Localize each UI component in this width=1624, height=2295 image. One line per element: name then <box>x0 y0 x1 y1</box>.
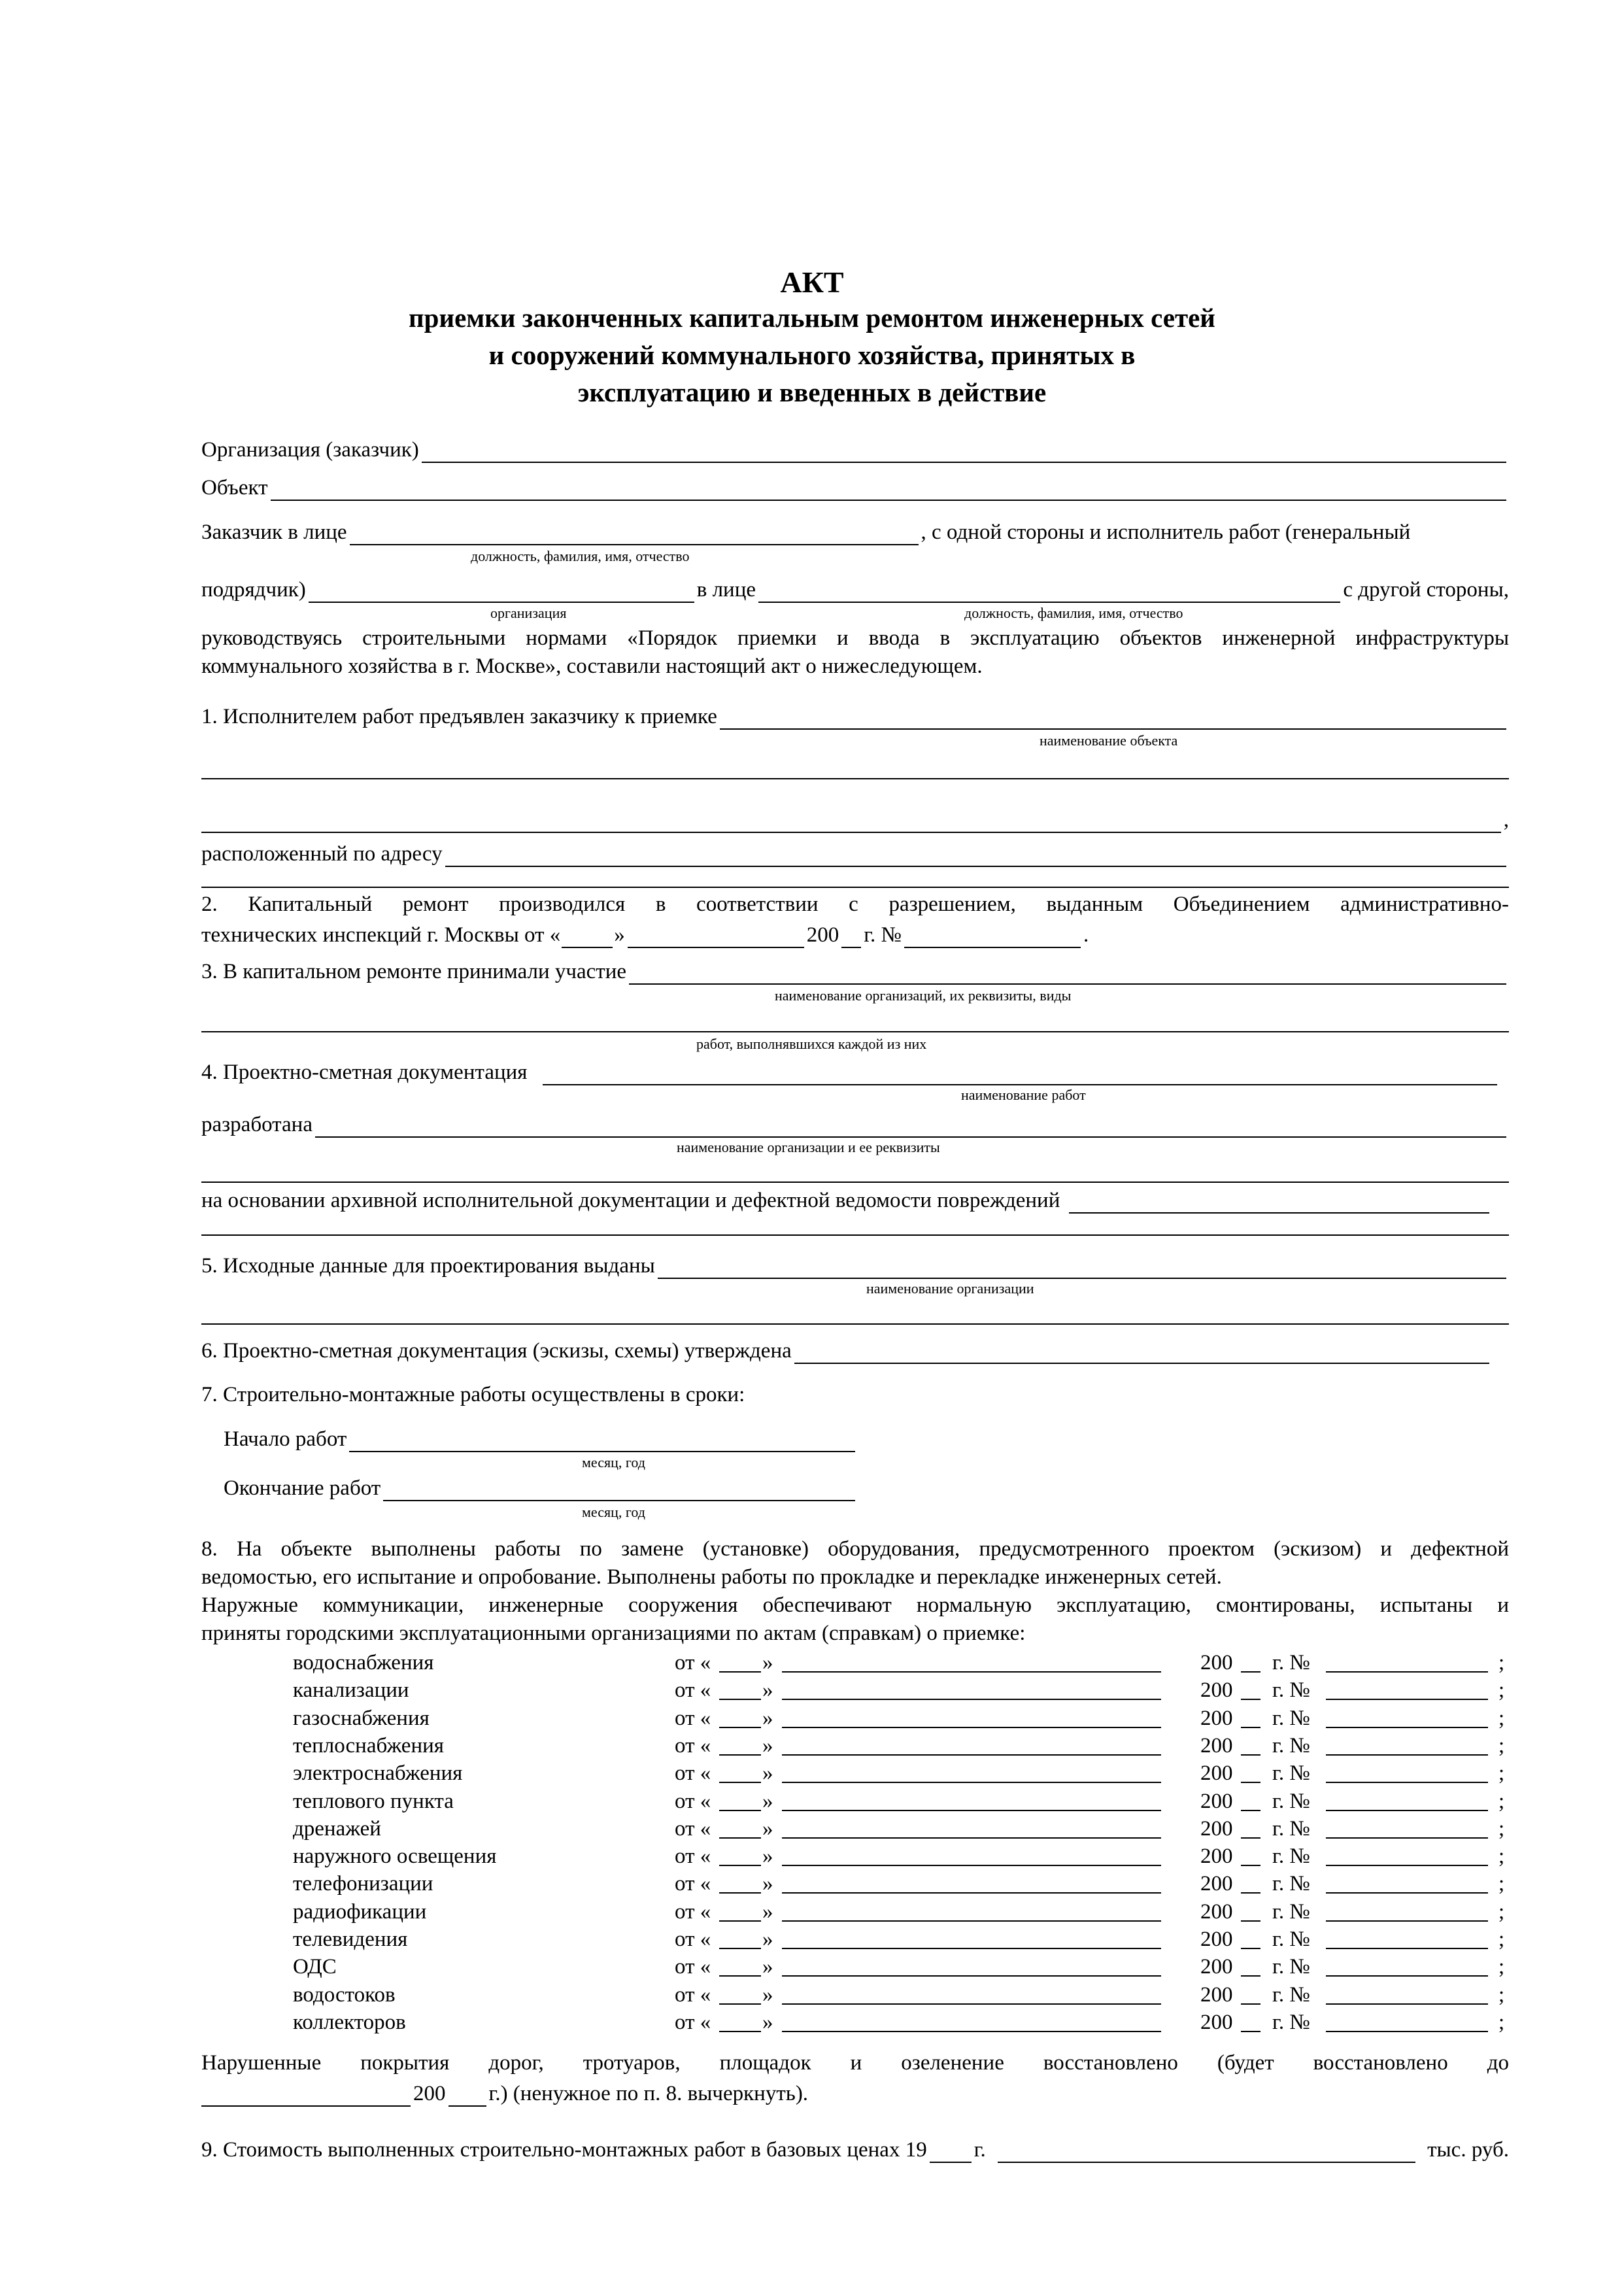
service-name: ОДС <box>293 1955 337 1979</box>
service-row <box>293 1705 1509 1733</box>
service-number-field[interactable] <box>1326 1975 1488 1977</box>
service-name: наружного освещения <box>293 1844 497 1869</box>
contractor-tail: с другой стороны, <box>1343 578 1509 602</box>
service-number-field[interactable] <box>1326 1837 1488 1839</box>
item-3-label: 3. В капитальном ремонте принимали участие <box>201 960 627 983</box>
service-end: ; <box>1498 1678 1505 1703</box>
item-2-permit-row: технических инспекций г. Москвы от « » 200 г. № . <box>201 923 1089 947</box>
service-quote: » <box>762 1928 773 1951</box>
item-5-row <box>201 1249 1509 1279</box>
service-quote: » <box>762 1789 773 1813</box>
item-1-label: 1. Исполнителем работ предъявлен заказчику к приемке <box>201 705 717 728</box>
service-month-field[interactable] <box>782 1948 1161 1949</box>
service-day-field[interactable] <box>719 1699 761 1700</box>
service-day-field[interactable] <box>719 1671 761 1673</box>
service-row <box>293 1898 1509 1926</box>
service-number-label: г. № <box>1272 1706 1310 1730</box>
item-5-field[interactable] <box>658 1258 1506 1279</box>
service-row <box>293 1676 1509 1705</box>
contractor-caption-org: организация <box>490 605 567 621</box>
service-number-field[interactable] <box>1326 2003 1488 2005</box>
item-5-blank-line[interactable] <box>201 1323 1509 1325</box>
service-year: 200 <box>1200 1982 1233 2007</box>
item-1-comma: , <box>1503 808 1509 832</box>
item-7-end-label: Окончание работ <box>224 1476 381 1500</box>
service-name: водоснабжения <box>293 1651 434 1674</box>
contractor-mid: в лице <box>696 578 756 602</box>
service-day-field[interactable] <box>719 1865 761 1866</box>
service-name: теплоснабжения <box>293 1733 444 1758</box>
service-month-field[interactable] <box>782 1892 1161 1894</box>
item-7-label: 7. Строительно-монтажные работы осуществлены в сроки: <box>201 1383 745 1406</box>
service-end: ; <box>1498 1982 1505 2007</box>
document-subtitle-line-2: и сооружений коммунального хозяйства, принятых в <box>488 340 1136 370</box>
service-year-field[interactable] <box>1241 1671 1260 1673</box>
service-quote: » <box>762 1872 773 1896</box>
service-number-label: г. № <box>1272 1789 1310 1813</box>
item-7-end-field[interactable] <box>383 1480 855 1501</box>
item-1-row <box>201 700 1509 730</box>
item-1-extra-row <box>201 803 1509 833</box>
service-row <box>293 1926 1509 1954</box>
service-year-field[interactable] <box>1241 2031 1260 2032</box>
item-7-start-caption: месяц, год <box>582 1454 645 1470</box>
service-name: телефонизации <box>293 1872 433 1896</box>
service-from: от « <box>675 1706 711 1730</box>
item-9-cost-field[interactable] <box>998 2142 1415 2163</box>
item-1-blank-line[interactable] <box>201 778 1509 779</box>
service-name: электроснабжения <box>293 1761 463 1786</box>
service-day-field[interactable] <box>719 1975 761 1977</box>
contractor-caption-person: должность, фамилия, имя, отчество <box>964 605 1183 621</box>
item-2-day-field[interactable] <box>562 927 613 948</box>
contractor-row <box>201 573 1509 603</box>
service-day-field[interactable] <box>719 1782 761 1783</box>
service-row <box>293 2009 1509 2037</box>
service-from: от « <box>675 1955 711 1979</box>
service-day-field[interactable] <box>719 2031 761 2032</box>
contractor-label: подрядчик) <box>201 578 306 602</box>
service-day-field[interactable] <box>719 1754 761 1756</box>
service-from: от « <box>675 1872 711 1896</box>
service-from: от « <box>675 2010 711 2034</box>
object-label: Объект <box>201 476 268 500</box>
service-year: 200 <box>1200 1955 1233 1979</box>
service-year: 200 <box>1200 2010 1233 2034</box>
service-quote: » <box>762 1982 773 2007</box>
item-4-field[interactable] <box>543 1064 1497 1085</box>
service-year-field[interactable] <box>1241 1754 1260 1756</box>
item-9-year-field[interactable] <box>930 2142 972 2163</box>
service-name: канализации <box>293 1678 409 1703</box>
service-from: от « <box>675 1761 711 1786</box>
service-row <box>293 1953 1509 1981</box>
service-quote: » <box>762 1678 773 1703</box>
item-7-end-row <box>224 1471 858 1501</box>
item-1-extra-field[interactable] <box>201 812 1501 833</box>
service-end: ; <box>1498 1733 1505 1758</box>
service-name: дренажей <box>293 1816 381 1841</box>
service-number-field[interactable] <box>1326 1810 1488 1811</box>
service-number-label: г. № <box>1272 1816 1310 1841</box>
service-end: ; <box>1498 1761 1505 1786</box>
service-day-field[interactable] <box>719 1727 761 1728</box>
service-year-field[interactable] <box>1241 2003 1260 2005</box>
item-8-paragraph: 8. На объекте выполнены работы по замене (установке) оборудования, предусмотренного проектом (эскизом) и дефектной ведомостью, его испытание и опробование. Выполнены работы по прокладке и перекладке инженерных сетей. Наружные коммуникации, инженерные сооружения обеспечивают нормальную эксплуатацию, смонтированы, испытаны и приняты городскими эксплуатационными организациями по актам (справкам) о приемке: <box>201 1537 1509 1645</box>
service-end: ; <box>1498 1955 1505 1979</box>
service-year-field[interactable] <box>1241 1837 1260 1839</box>
service-day-field[interactable] <box>719 1837 761 1839</box>
item-7-start-row <box>224 1422 858 1452</box>
customer-person-field[interactable] <box>350 524 919 545</box>
service-quote: » <box>762 2010 773 2034</box>
item-4-dev-label: разработана <box>201 1113 313 1136</box>
contractor-org-field[interactable] <box>309 582 694 603</box>
service-year-field[interactable] <box>1241 1865 1260 1866</box>
service-name: радиофикации <box>293 1899 427 1924</box>
service-month-field[interactable] <box>782 1699 1161 1700</box>
service-year-field[interactable] <box>1241 1727 1260 1728</box>
item-1-object-field[interactable] <box>720 709 1506 730</box>
item-6-label: 6. Проектно-сметная документация (эскизы, схемы) утверждена <box>201 1339 792 1363</box>
item-3-row <box>201 955 1509 985</box>
item-2-month-field[interactable] <box>628 927 804 948</box>
service-month-field[interactable] <box>782 1837 1161 1839</box>
service-month-field[interactable] <box>782 1920 1161 1922</box>
restore-year-field[interactable] <box>448 2086 486 2107</box>
service-quote: » <box>762 1816 773 1841</box>
document-title: АКТ <box>780 265 844 299</box>
service-day-field[interactable] <box>719 1810 761 1811</box>
service-from: от « <box>675 1899 711 1924</box>
service-row <box>293 1732 1509 1760</box>
item-5-caption: наименование организации <box>866 1280 1034 1297</box>
service-row <box>293 1843 1509 1871</box>
service-day-field[interactable] <box>719 1948 761 1949</box>
item-7-start-field[interactable] <box>349 1431 855 1452</box>
service-from: от « <box>675 1816 711 1841</box>
organization-label: Организация (заказчик) <box>201 438 419 462</box>
service-number-field[interactable] <box>1326 1892 1488 1894</box>
restore-row: 200 г.) (ненужное по п. 8. вычеркнуть). <box>201 2077 1509 2107</box>
service-end: ; <box>1498 2010 1505 2034</box>
item-9-row: 9. Стоимость выполненных строительно-монтажных работ в базовых ценах 19 г. тыс. руб. <box>201 2138 1509 2162</box>
service-day-field[interactable] <box>719 1892 761 1894</box>
service-from: от « <box>675 1789 711 1813</box>
document-subtitle-line-1: приемки законченных капитальным ремонтом инженерных сетей <box>409 303 1215 333</box>
service-quote: » <box>762 1733 773 1758</box>
service-month-field[interactable] <box>782 1975 1161 1977</box>
service-month-field[interactable] <box>782 2003 1161 2005</box>
service-year-field[interactable] <box>1241 1699 1260 1700</box>
service-month-field[interactable] <box>782 1754 1161 1756</box>
service-number-field[interactable] <box>1326 2031 1488 2032</box>
service-year-field[interactable] <box>1241 1892 1260 1894</box>
service-end: ; <box>1498 1816 1505 1841</box>
item-1-address-field[interactable] <box>445 846 1506 867</box>
service-number-label: г. № <box>1272 1844 1310 1869</box>
item-2-paragraph: 2. Капитальный ремонт производился в соответствии с разрешением, выданным Объединением административно- <box>201 892 1509 916</box>
service-month-field[interactable] <box>782 1782 1161 1783</box>
contractor-person-field[interactable] <box>758 582 1340 603</box>
service-number-field[interactable] <box>1326 1727 1488 1728</box>
item-4-basis-field[interactable] <box>1069 1193 1489 1214</box>
service-end: ; <box>1498 1899 1505 1924</box>
service-end: ; <box>1498 1872 1505 1896</box>
service-day-field[interactable] <box>719 2003 761 2005</box>
service-year-field[interactable] <box>1241 1948 1260 1949</box>
service-number-label: г. № <box>1272 1761 1310 1786</box>
service-name: теплового пункта <box>293 1789 454 1813</box>
service-year-field[interactable] <box>1241 1975 1260 1977</box>
service-year-field[interactable] <box>1241 1782 1260 1783</box>
service-quote: » <box>762 1706 773 1730</box>
service-from: от « <box>675 1651 711 1674</box>
item-6-field[interactable] <box>794 1343 1489 1364</box>
service-number-label: г. № <box>1272 1872 1310 1896</box>
service-row <box>293 1649 1509 1677</box>
service-number-field[interactable] <box>1326 1754 1488 1756</box>
basis-paragraph: руководствуясь строительными нормами «Порядок приемки и ввода в эксплуатацию объектов инженерной инфраструктуры коммунального хозяйства в г. Москве», составили настоящий акт о нижеследующем. <box>201 626 1509 678</box>
item-4-basis-label: на основании архивной исполнительной документации и дефектной ведомости повреждений <box>201 1189 1060 1212</box>
service-month-field[interactable] <box>782 1865 1161 1866</box>
item-5-label: 5. Исходные данные для проектирования выданы <box>201 1254 655 1278</box>
organization-row <box>201 433 1509 463</box>
document-subtitle-line-3: эксплуатацию и введенных в действие <box>577 377 1047 407</box>
service-month-field[interactable] <box>782 1810 1161 1811</box>
service-from: от « <box>675 1844 711 1869</box>
item-4-dev-field[interactable] <box>315 1117 1506 1138</box>
item-3-caption-1: наименование организаций, их реквизиты, виды <box>775 987 1072 1004</box>
service-year: 200 <box>1200 1789 1233 1813</box>
service-quote: » <box>762 1761 773 1786</box>
service-month-field[interactable] <box>782 2031 1161 2032</box>
service-year: 200 <box>1200 1844 1233 1869</box>
item-4-caption-2: наименование организации и ее реквизиты <box>677 1139 940 1155</box>
service-number-field[interactable] <box>1326 1671 1488 1673</box>
service-from: от « <box>675 1733 711 1758</box>
service-row <box>293 1981 1509 2009</box>
service-end: ; <box>1498 1789 1505 1813</box>
customer-label: Заказчик в лице <box>201 520 347 544</box>
item-1-caption: наименование объекта <box>1040 732 1178 749</box>
item-4-blank-line[interactable] <box>201 1182 1509 1183</box>
service-month-field[interactable] <box>782 1671 1161 1673</box>
service-year: 200 <box>1200 1761 1233 1786</box>
service-name: газоснабжения <box>293 1706 430 1730</box>
service-from: от « <box>675 1928 711 1951</box>
service-from: от « <box>675 1982 711 2007</box>
service-quote: » <box>762 1651 773 1674</box>
service-row <box>293 1788 1509 1816</box>
service-number-field[interactable] <box>1326 1865 1488 1866</box>
service-end: ; <box>1498 1844 1505 1869</box>
item-4-basis-blank-line[interactable] <box>201 1234 1509 1236</box>
service-quote: » <box>762 1955 773 1979</box>
service-end: ; <box>1498 1706 1505 1730</box>
item-4-caption-1: наименование работ <box>961 1087 1086 1103</box>
service-year: 200 <box>1200 1816 1233 1841</box>
item-7-row <box>201 1378 1509 1408</box>
service-year: 200 <box>1200 1651 1233 1674</box>
service-year: 200 <box>1200 1706 1233 1730</box>
service-name: водостоков <box>293 1982 396 2007</box>
service-year: 200 <box>1200 1872 1233 1896</box>
service-number-field[interactable] <box>1326 1782 1488 1783</box>
restore-paragraph: Нарушенные покрытия дорог, тротуаров, площадок и озеленение восстановлено (будет восстановлено до <box>201 2051 1509 2075</box>
service-year: 200 <box>1200 1928 1233 1951</box>
service-from: от « <box>675 1678 711 1703</box>
service-number-label: г. № <box>1272 1982 1310 2007</box>
restore-date-field[interactable] <box>201 2086 411 2107</box>
service-month-field[interactable] <box>782 1727 1161 1728</box>
service-row <box>293 1815 1509 1843</box>
service-number-label: г. № <box>1272 1899 1310 1924</box>
item-3-field[interactable] <box>629 964 1506 985</box>
service-number-label: г. № <box>1272 1678 1310 1703</box>
item-7-end-caption: месяц, год <box>582 1504 645 1520</box>
item-4-dev-row <box>201 1108 1509 1138</box>
organization-field[interactable] <box>422 442 1506 463</box>
item-4-basis-row <box>201 1183 1509 1214</box>
service-end: ; <box>1498 1651 1505 1674</box>
service-row <box>293 1870 1509 1898</box>
service-number-label: г. № <box>1272 2010 1310 2034</box>
item-2-year-field[interactable] <box>841 927 861 948</box>
service-name: телевидения <box>293 1928 408 1951</box>
item-3-blank-line[interactable] <box>201 1031 1509 1032</box>
item-1-address-row <box>201 837 1509 867</box>
service-quote: » <box>762 1899 773 1924</box>
service-year: 200 <box>1200 1733 1233 1758</box>
customer-row <box>201 515 1509 545</box>
service-year: 200 <box>1200 1899 1233 1924</box>
item-1-address-blank-line[interactable] <box>201 887 1509 888</box>
service-quote: » <box>762 1844 773 1869</box>
service-year: 200 <box>1200 1678 1233 1703</box>
item-4-row <box>201 1055 1509 1085</box>
service-year-field[interactable] <box>1241 1810 1260 1811</box>
service-number-field[interactable] <box>1326 1948 1488 1949</box>
item-9-label: 9. Стоимость выполненных строительно-монтажных работ в базовых ценах 19 <box>201 2138 927 2162</box>
item-6-row <box>201 1334 1509 1364</box>
object-field[interactable] <box>271 480 1506 501</box>
service-number-label: г. № <box>1272 1928 1310 1951</box>
customer-tail: , с одной стороны и исполнитель работ (генеральный <box>921 520 1411 544</box>
service-name: коллекторов <box>293 2010 406 2034</box>
item-7-start-label: Начало работ <box>224 1427 347 1451</box>
item-2-number-field[interactable] <box>904 927 1081 948</box>
service-number-label: г. № <box>1272 1733 1310 1758</box>
service-number-label: г. № <box>1272 1651 1310 1674</box>
service-row <box>293 1760 1509 1788</box>
item-4-label: 4. Проектно-сметная документация <box>201 1061 528 1084</box>
customer-caption: должность, фамилия, имя, отчество <box>471 548 690 564</box>
service-number-field[interactable] <box>1326 1920 1488 1922</box>
item-1-address-label: расположенный по адресу <box>201 842 443 866</box>
service-day-field[interactable] <box>719 1920 761 1922</box>
service-year-field[interactable] <box>1241 1920 1260 1922</box>
item-3-caption-2: работ, выполнявшихся каждой из них <box>696 1036 927 1052</box>
service-end: ; <box>1498 1928 1505 1951</box>
service-number-label: г. № <box>1272 1955 1310 1979</box>
service-number-field[interactable] <box>1326 1699 1488 1700</box>
object-row <box>201 471 1509 501</box>
